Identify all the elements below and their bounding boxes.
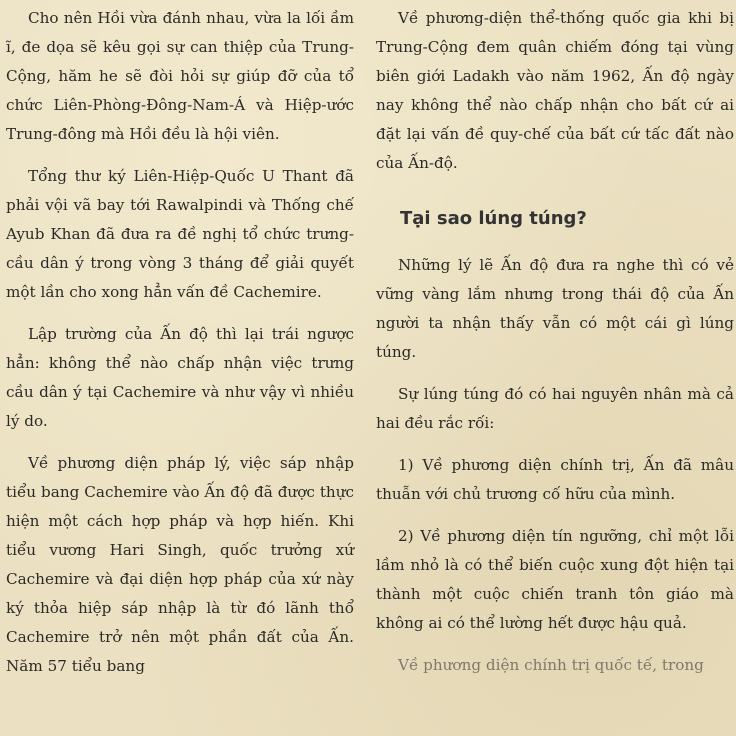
- paragraph: Những lý lẽ Ấn độ đưa ra nghe thì có vẻ vững vàng lắm nhưng trong thái độ của Ấn người ta nhận thấy vẫn có một cái gì lúng túng.: [376, 256, 734, 361]
- paragraph: Về phương diện pháp lý, việc sáp nhập tiểu bang Cachemire vào Ấn độ đã được thực hiện một cách hợp pháp và hợp hiến. Khi tiểu vương Hari Singh, quốc trưởng xứ Cachemire và đại diện hợp pháp của xứ này ký thỏa hiệp sáp nhập là từ đó lãnh thổ Cachemire trở nên một phần đất của Ấn. Năm 57 tiểu bang: [6, 454, 354, 675]
- left-column: [0, 0, 360, 681]
- right-column: [376, 0, 736, 680]
- section-heading: Tại sao lúng túng?: [400, 208, 587, 229]
- paragraph: Về phương diện chính trị quốc tế, trong: [398, 656, 704, 674]
- paragraph: Sự lúng túng đó có hai nguyên nhân mà cả hai đều rắc rối:: [376, 385, 734, 432]
- paragraph: Về phương-diện thể-thống quốc gia khi bị Trung-Cộng đem quân chiếm đóng tại vùng biên giới Ladakh vào năm 1962, Ấn độ ngày nay không thể nào chấp nhận cho bất cứ ai đặt lại vấn đề quy-chế của bất cứ tấc đất nào của Ấn-độ.: [376, 9, 734, 172]
- paragraph: 2) Về phương diện tín ngưỡng, chỉ một lỗi lầm nhỏ là có thể biến cuộc xung đột hiện tại thành một cuộc chiến tranh tôn giáo mà không ai có thể lường hết được hậu quả.: [376, 527, 734, 632]
- paragraph: Tổng thư ký Liên-Hiệp-Quốc U Thant đã phải vội vã bay tới Rawalpindi và Thống chế Ayub Khan đã đưa ra đề nghị tổ chức trưng-cầu dân ý trong vòng 3 tháng để giải quyết một lần cho xong hẳn vấn đề Cachemire.: [6, 167, 354, 301]
- paragraph: Cho nên Hồi vừa đánh nhau, vừa la lối ầm ĩ, đe dọa sẽ kêu gọi sự can thiệp của Trung-Cộng, hăm he sẽ đòi hỏi sự giúp đỡ của tổ chức Liên-Phòng-Đông-Nam-Á và Hiệp-ước Trung-đông mà Hồi đều là hội viên.: [6, 9, 354, 143]
- paragraph: Lập trường của Ấn độ thì lại trái ngược hẳn: không thể nào chấp nhận việc trưng cầu dân ý tại Cachemire và như vậy vì nhiều lý do.: [6, 325, 354, 430]
- paragraph: 1) Về phương diện chính trị, Ấn đã mâu thuẫn với chủ trương cố hữu của mình.: [376, 456, 734, 503]
